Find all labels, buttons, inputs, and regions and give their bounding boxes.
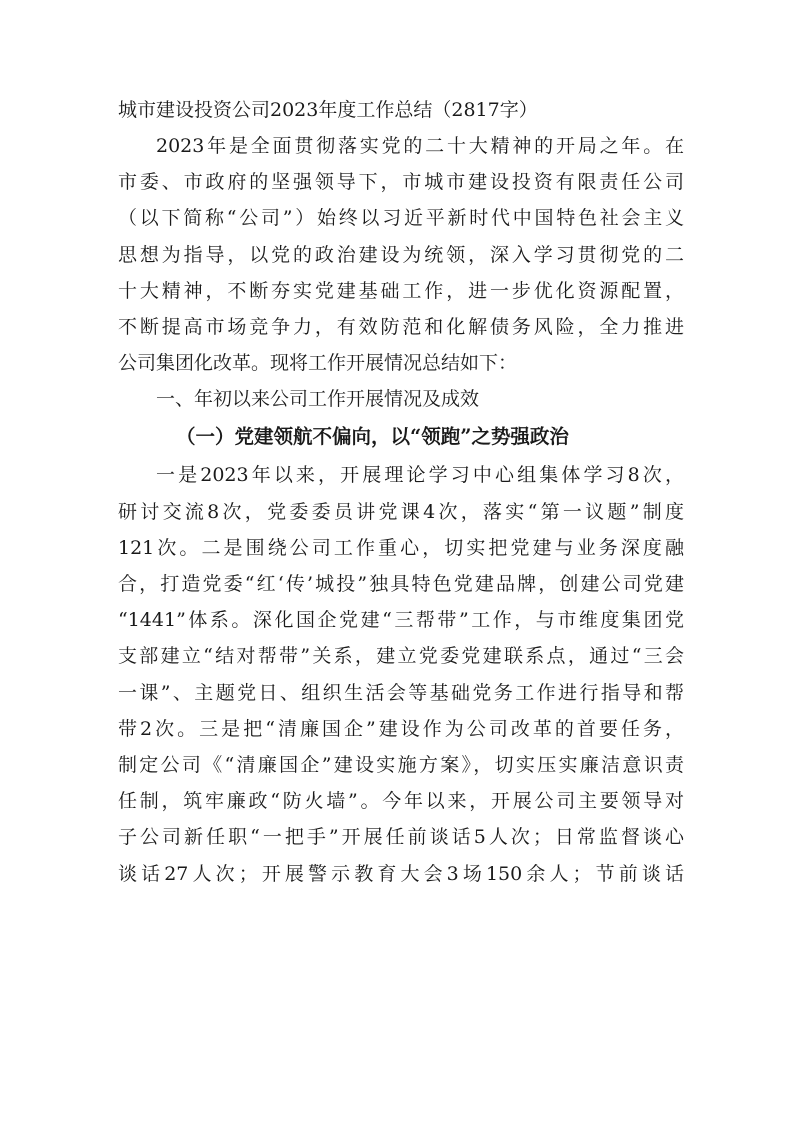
intro-line: 不断提高市场竞争力，有效防范和化解债务风险，全力推进	[118, 316, 684, 339]
section-heading: 一、年初以来公司工作开展情况及成效	[156, 388, 480, 411]
body-line: 合，打造党委“红‘传’城投”独具特色党建品牌，创建公司党建	[118, 573, 684, 596]
intro-paragraph	[118, 128, 684, 381]
document-page	[118, 92, 684, 892]
body-line: 一是2023年以来，开展理论学习中心组集体学习8次，	[156, 464, 684, 487]
body-line: 支部建立“结对帮带”关系，建立党委党建联系点，通过“三会	[118, 645, 684, 668]
document-title: 城市建设投资公司2023年度工作总结（2817字）	[118, 99, 538, 121]
body-line: 121次。二是围绕公司工作重心，切实把党建与业务深度融	[118, 536, 684, 559]
body-line: 子公司新任职“一把手”开展任前谈话5人次；日常监督谈心	[118, 826, 684, 849]
intro-line: 2023年是全面贯彻落实党的二十大精神的开局之年。在	[156, 135, 684, 157]
subsection-heading: （一）党建领航不偏向，以“领跑”之势强政治	[176, 425, 569, 449]
body-paragraph	[118, 457, 684, 891]
body-line: 制定公司《“清廉国企”建设实施方案》，切实压实廉洁意识责	[118, 754, 684, 777]
body-line: “1441”体系。深化国企党建“三帮带”工作，与市维度集团党	[118, 609, 684, 632]
body-line: 研讨交流8次，党委委员讲党课4次，落实“第一议题”制度	[118, 500, 684, 523]
intro-line: （以下简称“公司”）始终以习近平新时代中国特色社会主义	[118, 207, 684, 230]
body-line: 谈话27人次；开展警示教育大会3场150余人；节前谈话	[118, 862, 684, 885]
intro-line: 市委、市政府的坚强领导下，市城市建设投资有限责任公司	[118, 171, 684, 194]
intro-line: 十大精神，不断夯实党建基础工作，进一步优化资源配置，	[118, 279, 684, 302]
body-line: 带2次。三是把“清廉国企”建设作为公司改革的首要任务，	[118, 717, 684, 740]
body-line: 任制，筑牢廉政“防火墙”。今年以来，开展公司主要领导对	[118, 790, 684, 813]
intro-line: 思想为指导，以党的政治建设为统领，深入学习贯彻党的二	[118, 243, 684, 266]
intro-line: 公司集团化改革。现将工作开展情况总结如下：	[118, 352, 518, 375]
body-line: 一课”、主题党日、组织生活会等基础党务工作进行指导和帮	[118, 681, 684, 704]
